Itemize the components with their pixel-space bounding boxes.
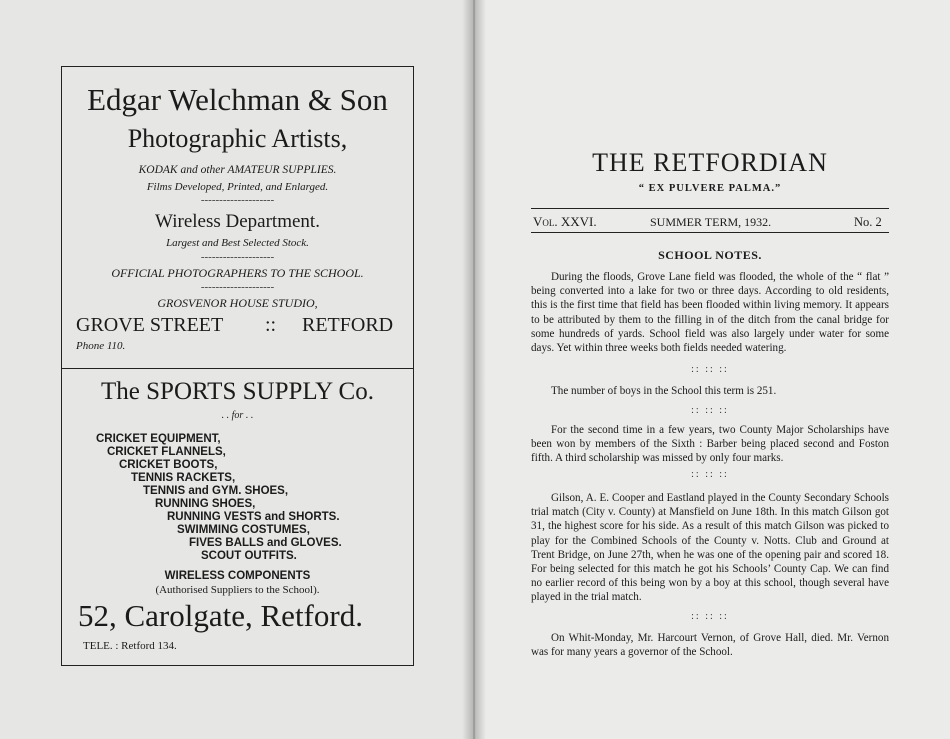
magazine-title: THE RETFORDIAN [592,148,828,177]
note-floods: During the floods, Grove Lane field was flooded, the whole of the “ flat ” being converted into a lake for two or three days. According to old residents, this is the first time that field has been flooded within living memory. It appears to be attributed by them to the filling in of the ditch from the canal bridge for some hundreds of yards. School field was also largely under water for some days. Yet within three weeks both fields needed watering. [531,271,889,355]
ad2-item: CRICKET FLANNELS, [107,446,226,458]
note-separator: :: :: :: [691,611,729,622]
book-gutter [462,0,486,739]
note-separator: :: :: :: [691,405,729,416]
ad2-item: RUNNING SHOES, [155,498,256,510]
rule-top [531,208,889,209]
note-boys: The number of boys in the School this term is 251. [551,385,777,397]
ad-official: OFFICIAL PHOTOGRAPHERS TO THE SCHOOL. [111,266,364,280]
note-scholarships: For the second time in a few years, two County Major Scholarships have been won by members of the Sixth : Barber being placed second and Foston fifth. A third scholarship was missed by only four marks. [531,424,889,465]
ad2-tele: TELE. : Retford 134. [83,640,177,652]
ad-trade: Photographic Artists, [127,124,348,153]
ad2-item: CRICKET BOOTS, [119,459,218,471]
magazine-motto: “ EX PULVERE PALMA.” [638,183,782,194]
ad-wireless-heading: Wireless Department. [155,211,320,232]
ad-supplies: KODAK and other AMATEUR SUPPLIES. [138,164,337,176]
note-separator: :: :: :: [691,364,729,375]
ad-firm-name: Edgar Welchman & Son [87,82,388,117]
ad-studio: GROSVENOR HOUSE STUDIO, [157,296,318,310]
ad-wireless-sub: Largest and Best Selected Stock. [166,237,309,249]
ad2-item: CRICKET EQUIPMENT, [96,433,221,445]
ad-street: GROVE STREET [76,314,224,336]
ad-separator: -------------------- [200,281,275,293]
note-vernon: On Whit-Monday, Mr. Harcourt Vernon, of Grove Hall, died. Mr. Vernon was for many years a governor of the School. [531,632,889,659]
advert-divider [61,368,414,369]
ad-separator: -------------------- [200,194,275,206]
ad2-address: 52, Carolgate, Retford. [78,598,363,633]
term: SUMMER TERM, 1932. [650,215,772,229]
rule-bottom [531,232,889,233]
ad2-firm-name: The SPORTS SUPPLY Co. [101,378,374,405]
ad-phone: Phone 110. [76,340,126,352]
ad2-item: FIVES BALLS and GLOVES. [189,537,342,549]
ad2-authorised: (Authorised Suppliers to the School). [155,584,320,596]
ad2-item: SWIMMING COSTUMES, [177,524,310,536]
section-heading: SCHOOL NOTES. [658,248,762,262]
issue-number: No. 2 [854,215,882,229]
note-cricket: Gilson, A. E. Cooper and Eastland played in the County Secondary Schools trial match (City v. County) at Mansfield on June 18th. In this match Gilson got 31, the highest score for his side. As a result of this match Gilson was picked to play for the Combined Schools of the County v. Notts. Club and Ground at Trent Bridge, on June 27th, when he was one of the opening pair and scored 18. For being selected for this match he got his Schools’ County Cap. We can find no earlier record of this being won by a boy at this school, though several have played in the trial match. [531,492,889,604]
ad-separator: -------------------- [200,251,275,263]
ad-films: Films Developed, Printed, and Enlarged. [146,181,329,193]
ad2-item: RUNNING VESTS and SHORTS. [167,511,340,523]
volume: Vol. XXVI. [533,214,597,229]
ad2-wireless: WIRELESS COMPONENTS [164,570,311,582]
ad2-item: SCOUT OUTFITS. [201,550,297,562]
ad2-item: TENNIS RACKETS, [131,472,236,484]
ad2-item: TENNIS and GYM. SHOES, [143,485,289,497]
ad-street-sep: :: [265,314,277,336]
ad-town: RETFORD [302,314,394,336]
ad2-for: . . for . . [221,410,254,421]
note-separator: :: :: :: [691,469,729,480]
